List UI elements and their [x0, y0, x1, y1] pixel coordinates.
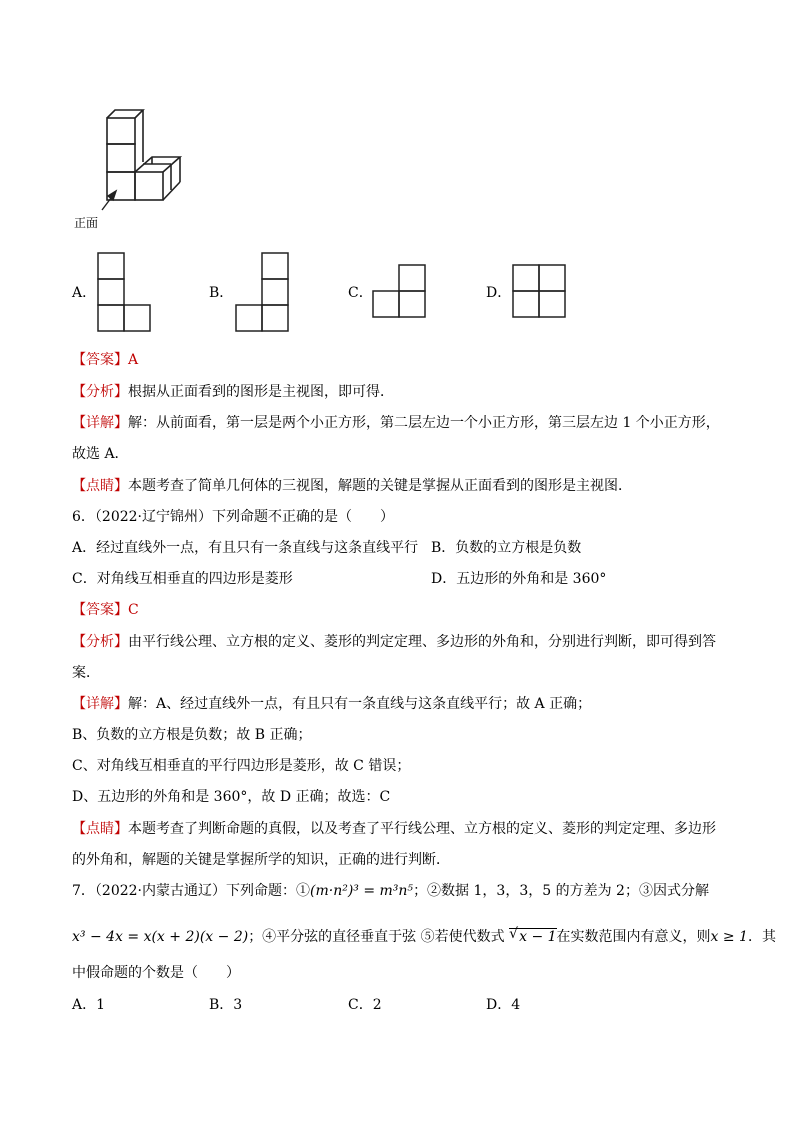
answer-tag: 【答案】 — [72, 352, 128, 368]
q7-stem-d: 在实数范围内有意义，则 — [556, 929, 711, 945]
point-text: 本题考查了判断命题的真假，以及考查了平行线公理、立方根的定义、菱形的判定定理、多边形 — [128, 821, 716, 837]
q6-option-c: C．对角线互相垂直的四边形是菱形 — [72, 571, 293, 587]
q5-analysis — [72, 383, 394, 401]
q7-stem-e: ．其 — [747, 929, 776, 945]
detail-text: 解：从前面看，第一层是两个小正方形，第二层左边一个小正方形，第三层左边 1 个小正方形， — [128, 415, 720, 431]
q5-option-d-label: D． — [486, 285, 512, 301]
q7-option-a: A．1 — [72, 997, 106, 1013]
cube-solid-drawing — [72, 102, 202, 232]
q5-option-b-label: B． — [209, 285, 234, 301]
q6-detail-line4: D、五边形的外角和是 360°，故 D 正确；故选：C — [72, 789, 391, 805]
radical-sign: √ — [509, 926, 519, 942]
q5-point — [72, 477, 632, 495]
q7-option-b: B．3 — [209, 997, 243, 1013]
q5-detail-line1 — [72, 414, 720, 432]
point-tag: 【点睛】 — [72, 821, 128, 837]
q5-option-b-figure — [234, 252, 290, 332]
q6-stem: 6．（2022·辽宁锦州）下列命题不正确的是（ ） — [72, 509, 394, 525]
figure-caption: 正面 — [74, 216, 99, 230]
point-tag: 【点睛】 — [72, 478, 128, 494]
analysis-text: 由平行线公理、立方根的定义、菱形的判定定理、多边形的外角和，分别进行判断，即可得到答 — [128, 634, 716, 650]
q5-option-a-figure — [96, 252, 152, 332]
q7-option-d: D．4 — [486, 997, 521, 1013]
q6-point-line2: 的外角和，解题的关键是掌握所学的知识，正确的进行判断． — [72, 852, 450, 868]
q6-detail-line2: B、负数的立方根是负数；故 B 正确； — [72, 727, 312, 743]
q7-math3-radicand: x − 1 — [519, 929, 557, 945]
analysis-text: 根据从正面看到的图形是主视图，即可得． — [128, 384, 394, 400]
q7-stem-b: ；②数据 1，3，3，5 的方差为 2；③因式分解 — [413, 883, 709, 899]
q5-option-a-label: A． — [72, 285, 97, 301]
q5-detail-line2: 故选 A． — [72, 446, 129, 462]
answer-tag: 【答案】 — [72, 602, 128, 618]
q7-stem-c: ；④平分弦的直径垂直于弦 ⑤若使代数式 — [248, 929, 505, 945]
q6-option-a: A．经过直线外一点，有且只有一条直线与这条直线平行 — [72, 540, 419, 556]
q5-option-d-figure — [511, 264, 569, 320]
q6-detail-line1 — [72, 695, 591, 713]
q5-answer — [72, 351, 138, 369]
answer-value: A — [128, 352, 139, 368]
q6-option-d: D．五边形的外角和是 360° — [431, 571, 607, 587]
analysis-tag: 【分析】 — [72, 384, 128, 400]
q7-math1-rhs: m³n⁵ — [379, 883, 414, 899]
cube-solid-figure — [72, 102, 202, 232]
q7-option-c: C．2 — [348, 997, 382, 1013]
q7-math2: x³ − 4x = x(x + 2)(x − 2) — [72, 929, 249, 945]
analysis-tag: 【分析】 — [72, 634, 128, 650]
detail-tag: 【详解】 — [72, 415, 128, 431]
q7-stem-a: 7．（2022·内蒙古通辽）下列命题：① — [72, 883, 310, 899]
q6-analysis-line2: 案． — [72, 665, 100, 681]
q7-math1-lhs: (m·n²)³ — [310, 883, 359, 899]
detail-text: 解：A、经过直线外一点，有且只有一条直线与这条直线平行；故 A 正确； — [128, 696, 592, 712]
q7-math1-eq: = — [358, 883, 380, 899]
q6-point-line1 — [72, 820, 716, 838]
q6-detail-line3: C、对角线互相垂直的平行四边形是菱形，故 C 错误； — [72, 758, 411, 774]
q6-analysis-line1 — [72, 633, 716, 651]
q6-option-b: B．负数的立方根是负数 — [431, 540, 582, 556]
answer-value: C — [128, 602, 139, 618]
q7-stem-line1 — [72, 882, 709, 900]
sqrt-expression — [509, 928, 556, 945]
q7-stem-line3: 中假命题的个数是（ ） — [72, 965, 240, 981]
detail-tag: 【详解】 — [72, 696, 128, 712]
q7-math4: x ≥ 1 — [710, 929, 748, 945]
q7-stem-line2 — [72, 928, 776, 946]
point-text: 本题考查了简单几何体的三视图，解题的关键是掌握从正面看到的图形是主视图． — [128, 478, 632, 494]
q6-answer — [72, 601, 139, 619]
q5-option-c-figure — [372, 264, 428, 320]
q5-option-c-label: C． — [348, 285, 373, 301]
